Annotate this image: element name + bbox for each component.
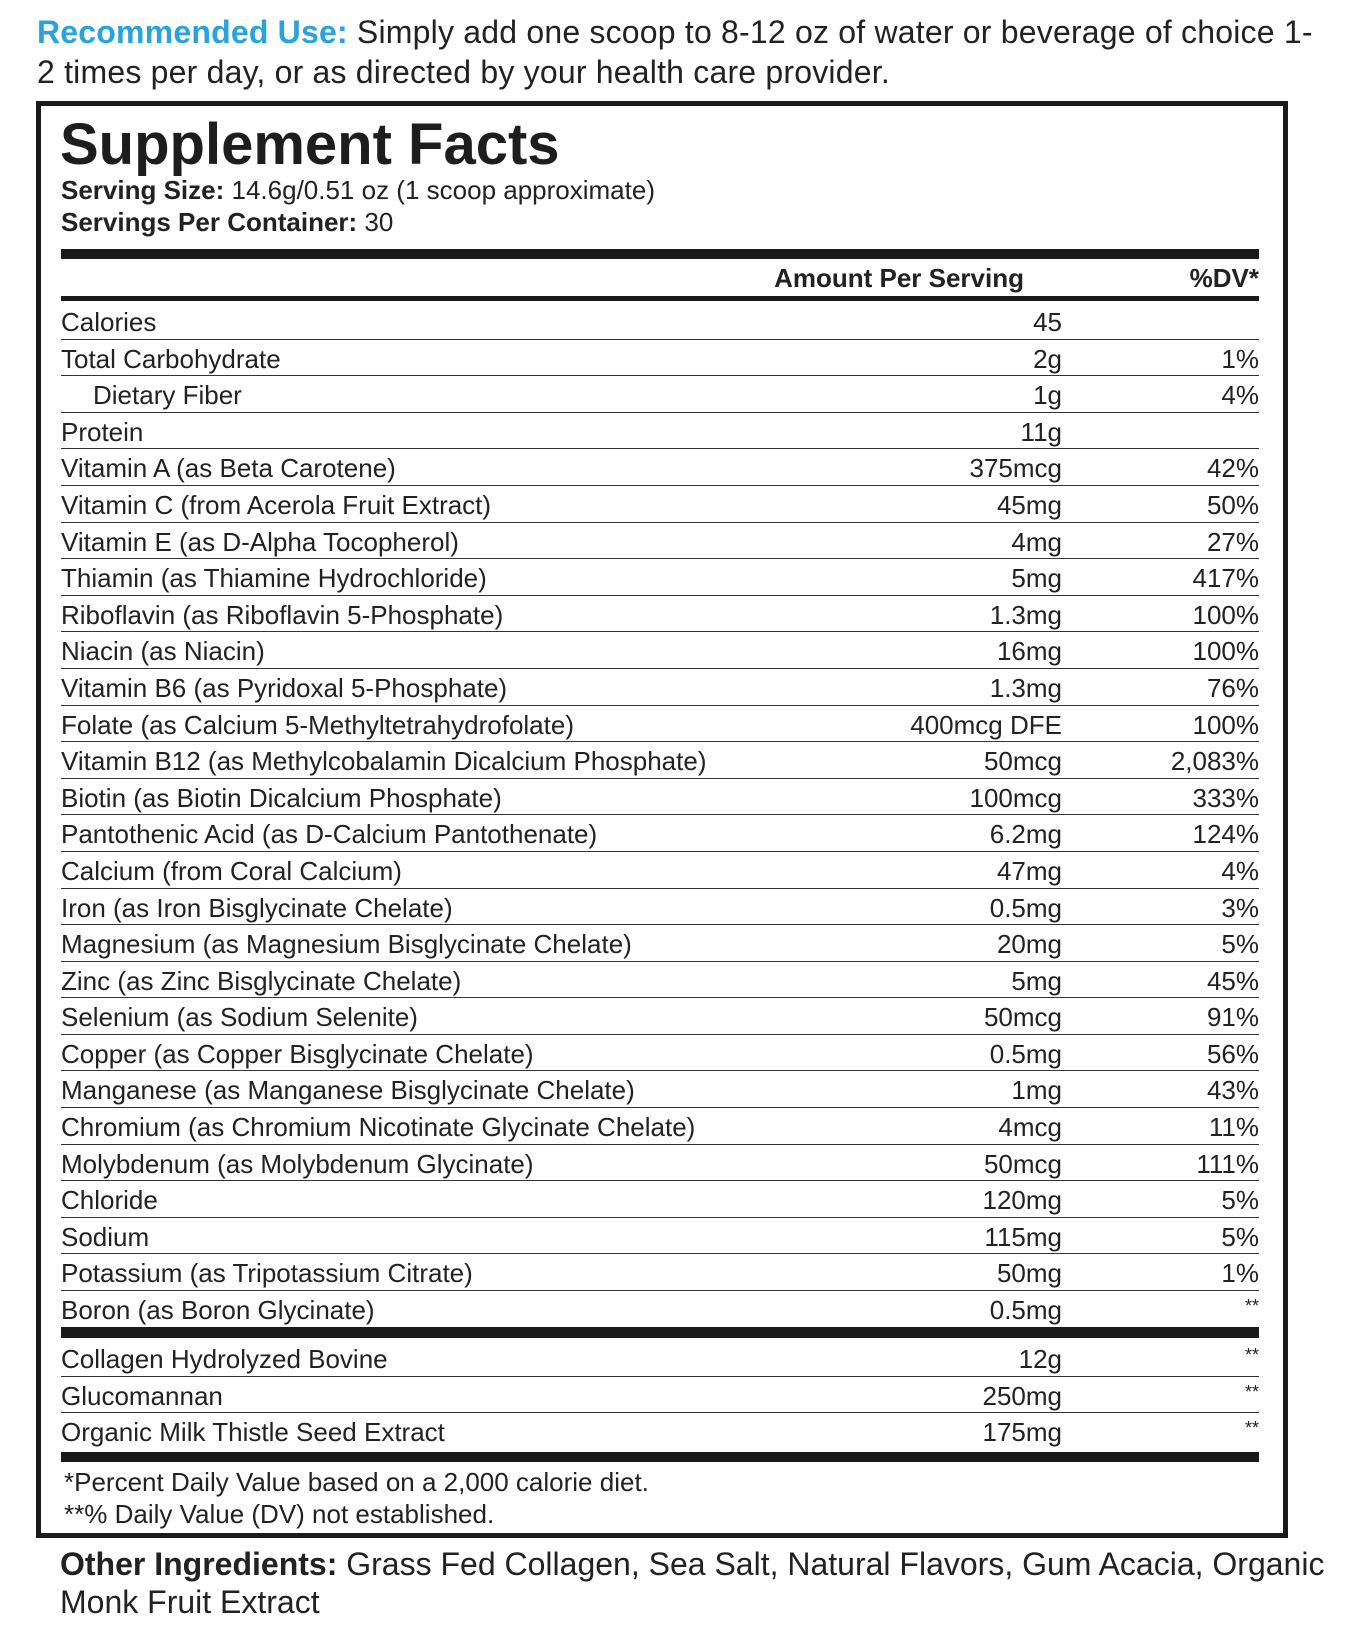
- nutrient-dv: 42%: [1206, 453, 1259, 484]
- nutrient-amount: 20mg: [996, 929, 1062, 960]
- nutrient-amount: 50mcg: [983, 1002, 1062, 1033]
- nutrient-list: [61, 303, 1259, 1328]
- nutrient-row: [61, 596, 1259, 633]
- nutrient-dv: 100%: [1192, 636, 1259, 667]
- nutrient-row: [61, 413, 1259, 450]
- nutrient-amount: 5mg: [1011, 563, 1062, 594]
- nutrient-row: [61, 376, 1259, 413]
- nutrient-row: [61, 449, 1259, 486]
- nutrient-row: [61, 852, 1259, 889]
- nutrient-amount: 50mcg: [983, 746, 1062, 777]
- nutrient-name: Magnesium (as Magnesium Bisglycinate Chelate): [61, 929, 632, 960]
- nutrient-amount: 1.3mg: [989, 599, 1062, 630]
- nutrient-amount: 115mg: [984, 1221, 1062, 1252]
- nutrient-row: [61, 632, 1259, 669]
- nutrient-name: Iron (as Iron Bisglycinate Chelate): [61, 892, 453, 923]
- nutrient-amount: 1mg: [1011, 1075, 1062, 1106]
- thick-divider-bottom: [61, 1452, 1259, 1462]
- nutrient-dv: 4%: [1221, 855, 1259, 886]
- nutrient-row: [61, 706, 1259, 743]
- nutrient-row: [61, 486, 1259, 523]
- serving-size-label: Serving Size:: [61, 175, 225, 205]
- nutrient-name: Total Carbohydrate: [61, 343, 281, 374]
- nutrient-name: Calories: [61, 307, 157, 337]
- nutrient-dv: 11%: [1208, 1112, 1259, 1143]
- nutrient-row: [61, 1145, 1259, 1182]
- nutrient-name: Zinc (as Zinc Bisglycinate Chelate): [61, 965, 462, 996]
- serving-size-value: 14.6g/0.51 oz (1 scoop approximate): [224, 175, 655, 205]
- nutrient-dv: 417%: [1192, 563, 1259, 594]
- nutrient-row: [61, 1413, 1259, 1450]
- nutrient-row: [61, 815, 1259, 852]
- servings-label: Servings Per Container:: [61, 207, 358, 237]
- recommended-use: [37, 12, 1327, 92]
- nutrient-row: [61, 1218, 1259, 1255]
- footnote-dv: *Percent Daily Value based on a 2,000 calorie diet.: [64, 1467, 649, 1497]
- nutrient-dv: 45%: [1206, 965, 1259, 996]
- recommended-use-text: Simply add one scoop to 8-12 oz of water or beverage of choice 1-2 times per day, or as directed by your health care provider.: [37, 14, 1313, 90]
- nutrient-row: [61, 998, 1259, 1035]
- nutrient-row: [61, 1340, 1259, 1377]
- nutrient-row: [61, 1377, 1259, 1414]
- nutrient-row: [61, 1254, 1259, 1291]
- dv-header: %DV*: [1189, 263, 1259, 293]
- nutrient-name: Sodium: [61, 1221, 150, 1252]
- amount-per-serving-header: Amount Per Serving: [774, 263, 1024, 293]
- nutrient-dv: 1%: [1221, 343, 1259, 374]
- nutrient-row: [61, 340, 1259, 377]
- nutrient-dv: **: [1244, 1296, 1259, 1317]
- nutrient-amount: 2g: [1033, 343, 1062, 374]
- nutrient-amount: 50mg: [996, 1258, 1062, 1289]
- nutrient-row: [61, 889, 1259, 926]
- nutrient-row: [61, 742, 1259, 779]
- other-ingredients-label: Other Ingredients:: [60, 1546, 338, 1582]
- nutrient-dv: 2,083%: [1170, 746, 1259, 777]
- nutrient-dv: 43%: [1206, 1075, 1259, 1106]
- nutrient-row: [61, 1181, 1259, 1218]
- nutrient-amount: 16mg: [996, 636, 1062, 667]
- nutrient-name: Manganese (as Manganese Bisglycinate Chelate): [61, 1075, 635, 1106]
- nutrient-dv: **: [1244, 1381, 1259, 1402]
- nutrient-name: Vitamin E (as D-Alpha Tocopherol): [61, 526, 459, 557]
- nutrient-name: Molybdenum (as Molybdenum Glycinate): [61, 1148, 534, 1179]
- nutrient-amount: 45: [1033, 307, 1062, 337]
- nutrient-dv: 56%: [1206, 1038, 1259, 1069]
- other-ingredients-text: Grass Fed Collagen, Sea Salt, Natural Flavors, Gum Acacia, Organic Monk Fruit Extract: [60, 1546, 1325, 1620]
- nutrient-amount: 175mg: [982, 1417, 1062, 1448]
- nutrient-name: Pantothenic Acid (as D-Calcium Pantothenate): [61, 819, 598, 850]
- nutrient-dv: 91%: [1206, 1002, 1259, 1033]
- nutrient-name: Vitamin B6 (as Pyridoxal 5-Phosphate): [61, 672, 508, 703]
- nutrient-amount: 1g: [1033, 380, 1062, 411]
- nutrient-amount: 100mcg: [969, 782, 1062, 813]
- nutrient-amount: 50mcg: [983, 1148, 1062, 1179]
- nutrient-row: [61, 1291, 1259, 1328]
- header-divider: [61, 296, 1259, 301]
- nutrient-dv: 100%: [1192, 709, 1259, 740]
- nutrient-amount: 47mg: [996, 855, 1062, 886]
- nutrient-name: Calcium (from Coral Calcium): [61, 855, 402, 886]
- nutrient-name: Dietary Fiber: [93, 380, 242, 411]
- nutrient-dv: 1%: [1221, 1258, 1259, 1289]
- nutrient-name: Chloride: [61, 1185, 158, 1216]
- nutrient-name: Folate (as Calcium 5-Methyltetrahydrofolate): [61, 709, 574, 740]
- nutrient-dv: 5%: [1221, 1185, 1259, 1216]
- nutrient-name: Protein: [61, 416, 144, 447]
- nutrient-row: [61, 523, 1259, 560]
- nutrient-row: [61, 669, 1259, 706]
- nutrient-amount: 0.5mg: [989, 1295, 1062, 1326]
- nutrient-name: Vitamin C (from Acerola Fruit Extract): [61, 489, 492, 520]
- nutrient-dv: 5%: [1221, 929, 1259, 960]
- nutrient-amount: 4mg: [1011, 526, 1062, 557]
- nutrient-dv: 333%: [1192, 782, 1259, 813]
- nutrient-amount: 375mcg: [969, 453, 1062, 484]
- nutrient-name: Biotin (as Biotin Dicalcium Phosphate): [61, 782, 502, 813]
- nutrient-amount: 250mg: [982, 1380, 1062, 1411]
- nutrient-amount: 5mg: [1011, 965, 1062, 996]
- nutrient-amount: 0.5mg: [989, 892, 1062, 923]
- nutrient-name: Chromium (as Chromium Nicotinate Glycinate Chelate): [61, 1112, 696, 1143]
- nutrient-name: Riboflavin (as Riboflavin 5-Phosphate): [61, 599, 504, 630]
- other-ingredient-list: [61, 1340, 1259, 1450]
- nutrient-dv: **: [1244, 1418, 1259, 1439]
- thick-divider-top: [61, 249, 1259, 259]
- nutrient-row: [61, 779, 1259, 816]
- nutrient-dv: 111%: [1196, 1148, 1259, 1179]
- nutrient-row: [61, 1071, 1259, 1108]
- footnote-not-established: **% Daily Value (DV) not established.: [64, 1499, 495, 1529]
- nutrient-dv: 5%: [1221, 1221, 1259, 1252]
- nutrient-row: [61, 1108, 1259, 1145]
- nutrient-amount: 0.5mg: [989, 1038, 1062, 1069]
- nutrient-name: Collagen Hydrolyzed Bovine: [61, 1344, 388, 1374]
- nutrient-dv: 50%: [1206, 489, 1259, 520]
- nutrient-dv: 124%: [1192, 819, 1259, 850]
- nutrient-row: [61, 1035, 1259, 1072]
- nutrient-dv: 4%: [1221, 380, 1259, 411]
- servings-per-container: [61, 206, 393, 238]
- serving-size: [61, 174, 655, 206]
- nutrient-amount: 120mg: [982, 1185, 1062, 1216]
- nutrient-amount: 6.2mg: [989, 819, 1062, 850]
- nutrient-dv: **: [1244, 1345, 1259, 1365]
- thick-divider-middle: [61, 1327, 1259, 1338]
- nutrient-amount: 45mg: [996, 489, 1062, 520]
- nutrient-name: Thiamin (as Thiamine Hydrochloride): [61, 563, 487, 594]
- facts-title: Supplement Facts: [60, 112, 560, 177]
- nutrient-amount: 11g: [1020, 416, 1062, 447]
- nutrient-amount: 1.3mg: [989, 672, 1062, 703]
- nutrient-row: [61, 303, 1259, 340]
- nutrient-name: Vitamin A (as Beta Carotene): [61, 453, 396, 484]
- nutrient-name: Potassium (as Tripotassium Citrate): [61, 1258, 473, 1289]
- nutrient-row: [61, 962, 1259, 999]
- nutrient-row: [61, 559, 1259, 596]
- nutrient-row: [61, 925, 1259, 962]
- nutrient-dv: 3%: [1221, 892, 1259, 923]
- nutrient-dv: 27%: [1206, 526, 1259, 557]
- recommended-use-label: Recommended Use:: [37, 14, 348, 50]
- nutrient-name: Vitamin B12 (as Methylcobalamin Dicalcium Phosphate): [61, 746, 707, 777]
- nutrient-dv: 100%: [1192, 599, 1259, 630]
- nutrient-name: Niacin (as Niacin): [61, 636, 265, 667]
- nutrient-name: Organic Milk Thistle Seed Extract: [61, 1417, 445, 1448]
- other-ingredients: [60, 1545, 1340, 1621]
- nutrient-dv: 76%: [1206, 672, 1259, 703]
- nutrient-amount: 4mcg: [998, 1112, 1062, 1143]
- nutrient-name: Boron (as Boron Glycinate): [61, 1295, 375, 1326]
- nutrient-name: Copper (as Copper Bisglycinate Chelate): [61, 1038, 534, 1069]
- nutrient-name: Selenium (as Sodium Selenite): [61, 1002, 418, 1033]
- servings-value: 30: [357, 207, 394, 237]
- nutrient-amount: 400mcg DFE: [910, 709, 1062, 740]
- nutrient-amount: 12g: [1018, 1344, 1062, 1374]
- nutrient-name: Glucomannan: [61, 1380, 223, 1411]
